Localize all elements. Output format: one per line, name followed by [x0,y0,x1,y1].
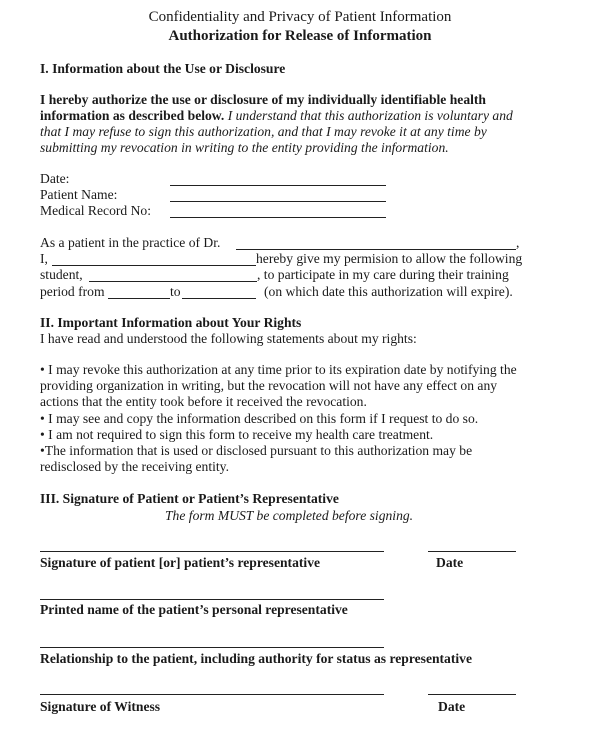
medical-record-field[interactable] [170,217,386,218]
student-name-field[interactable] [89,281,257,282]
medical-record-label: Medical Record No: [40,203,151,218]
authorization-line-2-bold: information as described below. [40,108,225,123]
form-title: Confidentiality and Privacy of Patient Information [148,9,452,25]
right-3: • I am not required to sign this form to receive my health care treatment. [40,427,434,442]
witness-signature-label: Signature of Witness [40,699,161,714]
witness-signature-date-field[interactable] [428,694,516,695]
section-3-heading: III. Signature of Patient or Patient’s Representative [40,491,339,506]
authorization-line-3: that I may refuse to sign this authorization, and that I may revoke it at any time by [40,124,487,139]
right-1-line-3: actions that the entity took before it received the revocation. [40,394,367,409]
practice-line-3-end: , to participate in my care during their training [257,267,509,282]
doctor-name-field[interactable] [236,249,516,250]
relationship-field[interactable] [40,647,384,648]
practice-line-4-start: period from [40,284,105,299]
section-2-heading: II. Important Information about Your Rights [40,315,302,330]
right-1-line-2: providing organization in writing, but the revocation will not have any effect on any [40,378,498,393]
practice-line-1: As a patient in the practice of Dr. [40,235,221,250]
patient-signature-field[interactable] [40,551,384,552]
patient-signature-date-field[interactable] [428,551,516,552]
printed-name-field[interactable] [40,599,384,600]
date-label: Date: [40,171,70,186]
practice-line-2-start: I, [40,251,48,266]
period-from-field[interactable] [108,298,170,299]
practice-line-4-end: (on which date this authorization will expire). [264,284,513,299]
witness-signature-field[interactable] [40,694,384,695]
practice-line-4-mid: to [170,284,181,299]
rights-intro: I have read and understood the following statements about my rights: [40,331,417,346]
date-label-2: Date [438,699,466,714]
patient-signature-label: Signature of patient [or] patient’s representative [40,555,321,570]
patient-self-name-field[interactable] [52,265,256,266]
right-4-line-2: redisclosed by the receiving entity. [40,459,229,474]
printed-name-label: Printed name of the patient’s personal representative [40,602,348,617]
right-1-line-1: • I may revoke this authorization at any time prior to its expiration date by notifying the [40,362,517,377]
period-to-field[interactable] [182,298,256,299]
right-2: • I may see and copy the information described on this form if I request to do so. [40,411,479,426]
patient-name-field[interactable] [170,201,386,202]
authorization-line-2 [40,108,513,124]
authorization-line-1: I hereby authorize the use or disclosure of my individually identifiable health [40,92,486,107]
right-4-line-1: •The information that is used or disclosed pursuant to this authorization may be [40,443,473,458]
date-label-1: Date [436,555,464,570]
form-subtitle: Authorization for Release of Information [168,28,432,44]
practice-comma: , [516,235,520,250]
practice-line-3-start: student, [40,267,83,282]
practice-line-2-end: hereby give my permision to allow the following [256,251,523,266]
section-1-heading: I. Information about the Use or Disclosure [40,61,286,76]
date-field[interactable] [170,185,386,186]
relationship-label: Relationship to the patient, including authority for status as representative [40,651,472,666]
authorization-line-2-italic: I understand that this authorization is voluntary and [227,108,513,123]
patient-name-label: Patient Name: [40,187,118,202]
authorization-line-4: submitting my revocation in writing to the entity providing the information. [40,140,449,155]
completion-note: The form MUST be completed before signing. [165,508,414,523]
